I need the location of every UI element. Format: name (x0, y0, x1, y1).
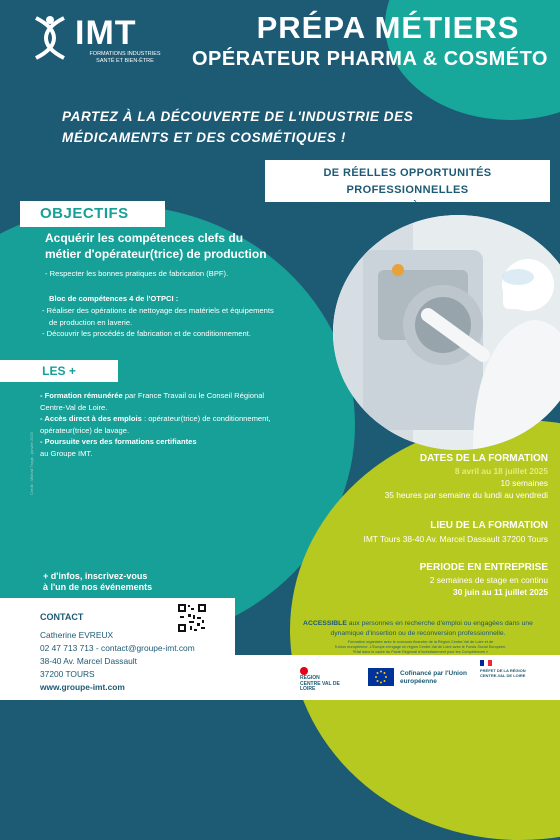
eu-flag-icon (368, 668, 394, 686)
objective-bullet: - Réaliser des opérations de nettoyage des matériels et équipements de production en laverie. (42, 306, 274, 327)
intro-text: PARTEZ À LA DÉCOUVERTE DE L'INDUSTRIE DES MÉDICAMENTS ET DES COSMÉTIQUES ! (62, 109, 414, 145)
region-logo: RÉGION CENTRE VAL DE LOIRE (300, 665, 355, 693)
qr-code-icon[interactable] (177, 603, 207, 633)
dna-logo-icon (30, 14, 70, 62)
prefet-logo: PRÉFET DE LA RÉGION CENTRE-VAL DE LOIRE (480, 660, 540, 696)
funding-fine-print: Formation organisée avec le concours financier de la Région Centre-Val de Loire et de l'Union européenne. L'Europe s'engage en région Centre-Val de Loire avec le Fonds Social Européen. *Etat dans le cadre du Pacte Régional d'investissement pour les Compétences » (334, 640, 507, 654)
accessibility-notice: ACCESSIBLE aux personnes en recherche d'emploi ou engagées dans une dynamique d'insertion ou de reconversion professionnelle. (303, 620, 533, 637)
contact-title: CONTACT (40, 612, 84, 622)
french-flag-icon (480, 660, 492, 666)
website-link[interactable]: www.groupe-imt.com (40, 682, 125, 692)
contact-street: 38-40 Av. Marcel Dassault (40, 656, 137, 666)
page-subtitle: OPÉRATEUR PHARMA & COSMÉTO (192, 48, 548, 70)
logo-subtitle: FORMATIONS INDUSTRIES SANTÉ ET BIEN-ÊTRE (89, 51, 161, 64)
location-block: LIEU DE LA FORMATION IMT Tours 38-40 Av. Marcel Dassault 37200 Tours (363, 520, 548, 544)
dates-block: DATES DE LA FORMATION 8 avril au 18 juillet 2025 10 semaines 35 heures par semaine du lundi au vendredi (384, 453, 548, 500)
contact-phone-email[interactable]: 02 47 713 713 - contact@groupe-imt.com (40, 643, 195, 653)
contact-city: 37200 TOURS (40, 669, 95, 679)
objective-bullet: - Découvrir les procédés de fabrication et de conditionnement. (42, 329, 251, 338)
eu-logo: Cofinancé par l'Union européenne (368, 668, 478, 692)
les-plus-list: - Formation rémunérée par France Travail ou le Conseil Régional Centre-Val de Loire. - Accès direct à des emplois : opérateur(trice) de conditionnement, opérateur(trice) de lavage. - Poursuite vers des formations certifiantes au Groupe IMT. (40, 391, 271, 458)
competence-bloc-title: Bloc de compétences 4 de l'OTPCI : (49, 294, 179, 303)
internship-block: PERIODE EN ENTREPRISE 2 semaines de stage en continu 30 juin au 11 juillet 2025 (419, 562, 548, 597)
opportunities-banner: DE RÉELLES OPPORTUNITÉS PROFESSIONNELLES VOUS ATTENDENT PRÈS DE CHEZ VOUS... (265, 160, 550, 202)
logo-text: IMT (75, 14, 137, 52)
objectives-headline: Acquérir les compétences clefs du métier d'opérateur(trice) de production (45, 231, 267, 261)
operator-photo (333, 215, 560, 450)
contact-name: Catherine EVREUX (40, 630, 114, 640)
region-mark-icon (300, 667, 308, 675)
objectives-tag: OBJECTIFS (20, 201, 165, 227)
les-plus-tag: LES + (0, 360, 118, 382)
page-title: PRÉPA MÉTIERS (256, 10, 520, 45)
objective-bullet: - Respecter les bonnes pratiques de fabrication (BPF). (45, 269, 229, 278)
photo-credit: Crédit : Mikhail Tragit - janvier 2025 (29, 432, 34, 495)
events-link[interactable]: + d'infos, inscrivez-vous à l'un de nos événements (35, 568, 165, 598)
